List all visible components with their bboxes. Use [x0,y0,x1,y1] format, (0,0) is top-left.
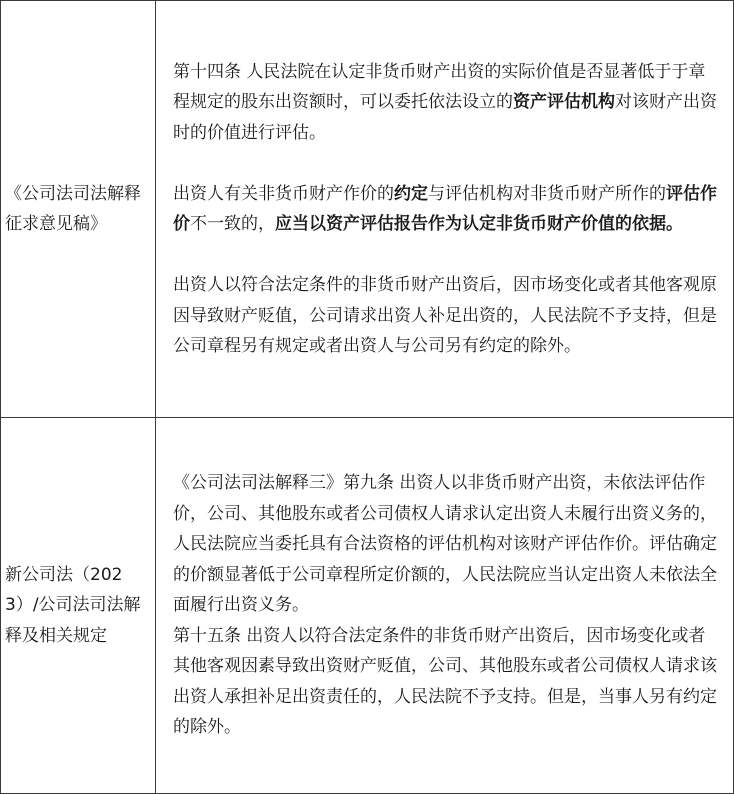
text-segment: 《公司法司法解释三》第九条 出资人以非货币财产出资，未依法评估作价，公司、其他股东或者公司债权人请求认定出资人未履行出资义务的，人民法院应当委托具有合法资格的评估机构对该财产评估作价。评估确定的价额显著低于公司章程所定价额的，人民法院应当认定出资人未依法全面履行出资义务。 [173,473,717,616]
text-segment: 出资人有关非货币财产作价的 [173,183,394,204]
article-14-paragraph-2 [173,179,719,240]
row-content-new-law [156,418,734,794]
text-segment: 出资人以符合法定条件的非货币财产出资后，因市场变化或者其他客观原因导致财产贬值，公司请求出资人补足出资的，人民法院不予支持，但是公司章程另有规定或者出资人与公司另有约定的除外。 [173,275,717,356]
text-segment: 对该财产出资时的价值进行评估。 [173,92,717,143]
bold-text-segment: 资产评估机构 [513,92,615,112]
row-label-text: 《公司法司法解释征求意见稿》 [5,183,141,234]
row-content-draft [156,1,734,418]
article-14-paragraph-3 [173,270,719,362]
table-row-new-company-law [1,418,734,794]
row-label-new-law [1,418,156,794]
bold-text-segment: 约定 [394,183,428,204]
article-14-paragraph-1 [173,57,719,149]
table-row-draft-interpretation [1,1,734,418]
article-15-paragraph [173,621,719,743]
bold-text-segment: 评估作价 [173,183,717,234]
text-segment: 与评估机构对非货币财产所作的 [428,183,666,204]
text-segment: 第十五条 出资人以符合法定条件的非货币财产出资后，因市场变化或者其他客观因素导致出资财产贬值，公司、其他股东或者公司债权人请求该出资人承担补足出资责任的，人民法院不予支持。但是，当事人另有约定的除外。 [173,625,717,738]
bold-text-segment: 应当以资产评估报告作为认定非货币财产价值的依据。 [275,214,683,234]
text-segment: 第十四条 人民法院在认定非货币财产出资的实际价值是否显著低于于章程规定的股东出资额时，可以委托依法设立的 [173,61,706,112]
row-label-text: 新公司法（2023）/公司法司法解释及相关规定 [5,564,141,646]
interpretation-3-article-9 [173,468,719,621]
row-label-draft [1,1,156,418]
text-segment: 不一致的， [190,214,275,234]
